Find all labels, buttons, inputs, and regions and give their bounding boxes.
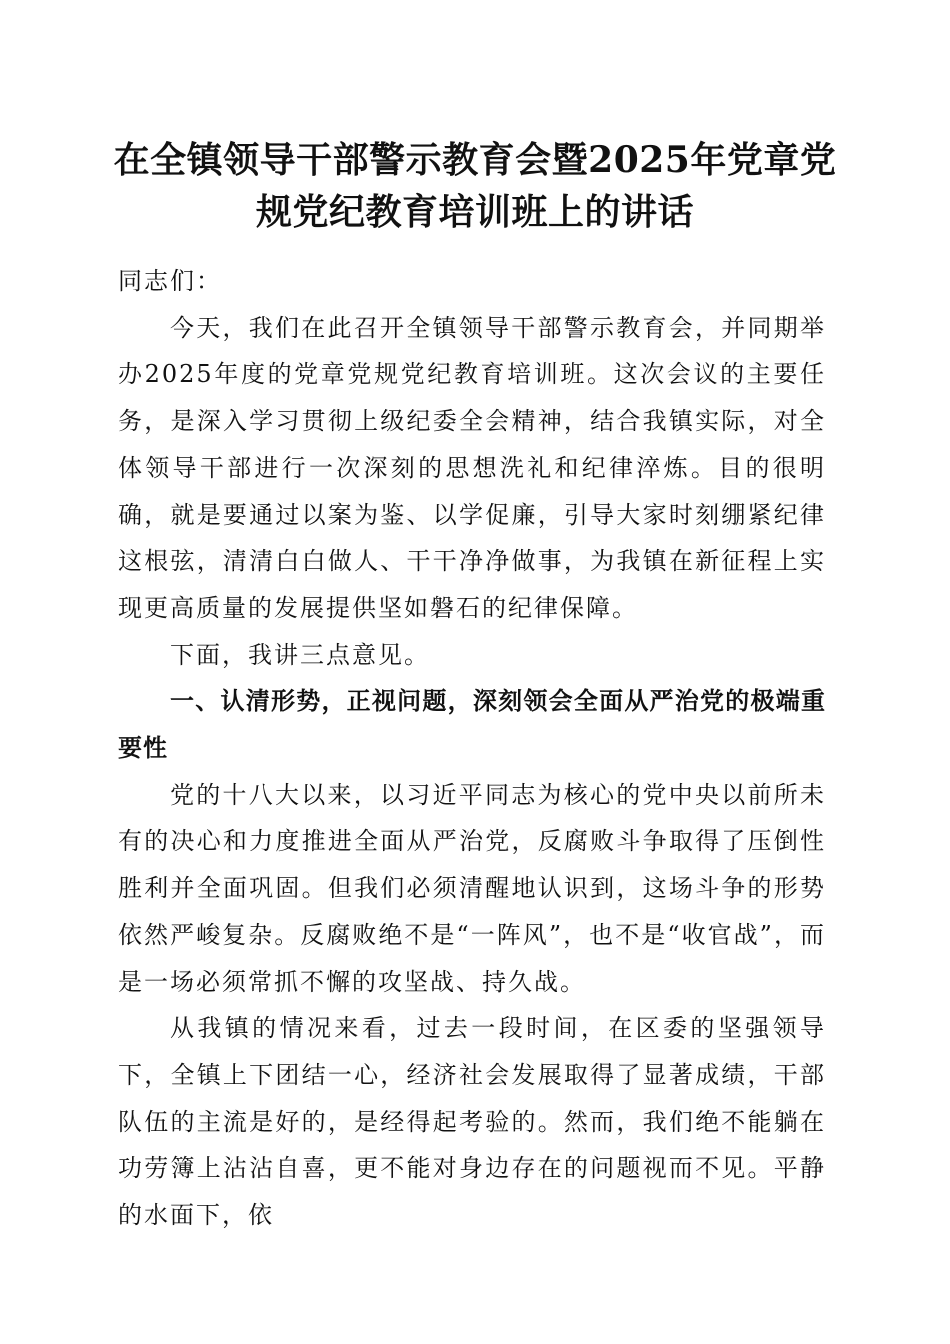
paragraph: 从我镇的情况来看，过去一段时间，在区委的坚强领导下，全镇上下团结一心，经济社会发展取得了显著成绩，干部队伍的主流是好的，是经得起考验的。然而，我们绝不能躺在功劳簿上沾沾自喜，更不能对身边存在的问题视而不见。平静的水面下，依	[118, 1014, 826, 1230]
section-heading: 一、认清形势，正视问题，深刻领会全面从严治党的极端重要性	[118, 687, 826, 763]
document-body	[118, 258, 826, 1239]
greeting: 同志们：	[118, 267, 222, 295]
paragraph: 今天，我们在此召开全镇领导干部警示教育会，并同期举办2025年度的党章党规党纪教育培训班。这次会议的主要任务，是深入学习贯彻上级纪委全会精神，结合我镇实际，对全体领导干部进行一次深刻的思想洗礼和纪律淬炼。目的很明确，就是要通过以案为鉴、以学促廉，引导大家时刻绷紧纪律这根弦，清清白白做人、干干净净做事，为我镇在新征程上实现更高质量的发展提供坚如磐石的纪律保障。	[118, 313, 826, 622]
title-line-2: 规党纪教育培训班上的讲话	[255, 191, 694, 233]
paragraph: 下面，我讲三点意见。	[170, 640, 430, 669]
document-title	[110, 134, 840, 238]
title-line-1: 在全镇领导干部警示教育会暨2025年党章党	[113, 139, 837, 181]
paragraph: 党的十八大以来，以习近平同志为核心的党中央以前所未有的决心和力度推进全面从严治党，反腐败斗争取得了压倒性胜利并全面巩固。但我们必须清醒地认识到，这场斗争的形势依然严峻复杂。反腐败绝不是“一阵风”，也不是“收官战”，而是一场必须常抓不懈的攻坚战、持久战。	[118, 780, 826, 996]
